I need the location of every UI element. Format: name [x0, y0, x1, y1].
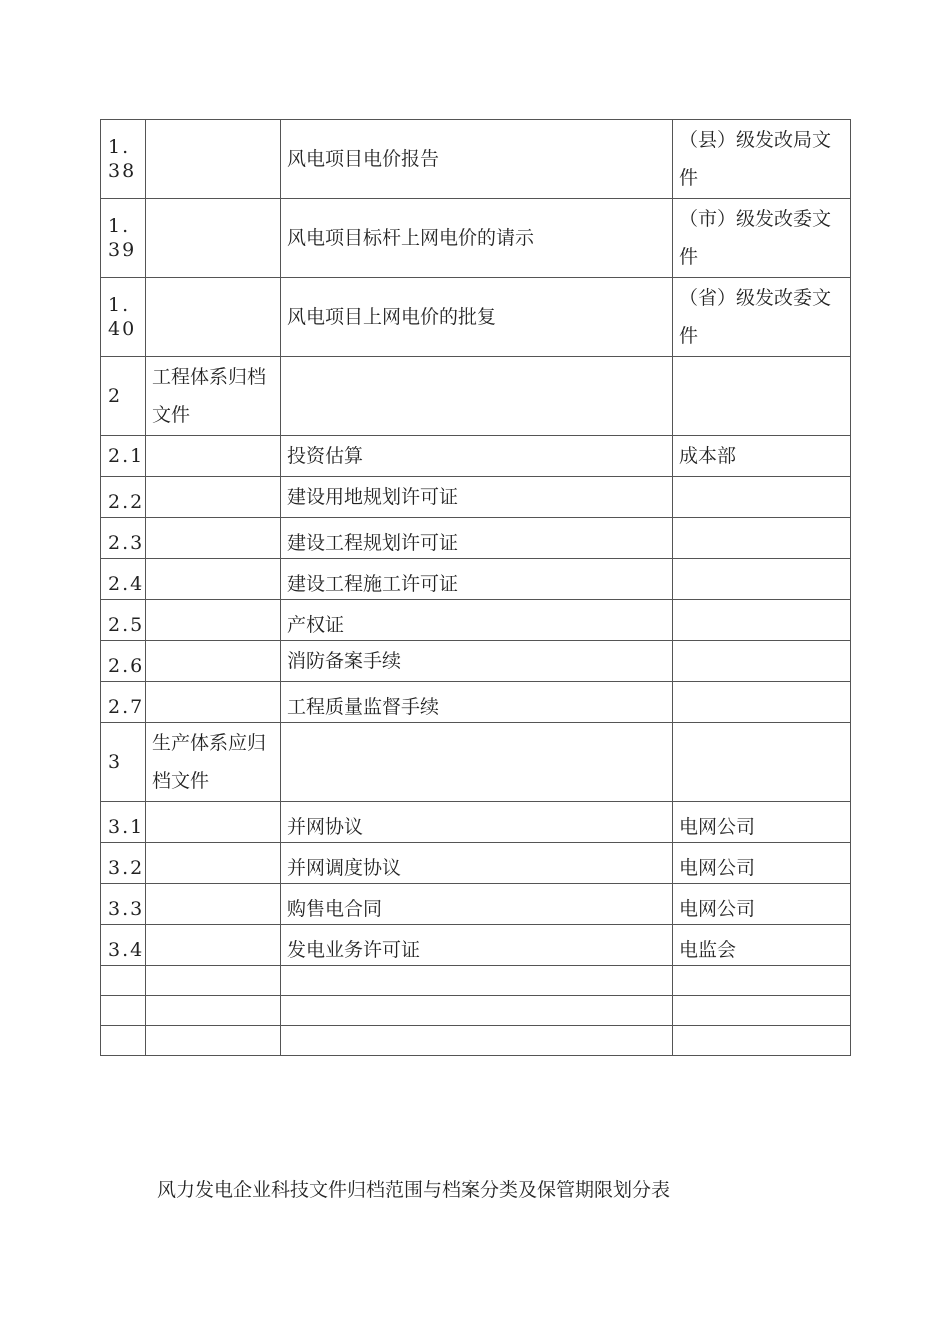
row-number: 3.4: [101, 925, 146, 966]
empty-cell: [146, 996, 281, 1026]
row-name: 风电项目电价报告: [281, 120, 673, 199]
row-category: [146, 884, 281, 925]
empty-cell: [673, 996, 851, 1026]
table-row: [101, 477, 851, 518]
table-row: [101, 278, 851, 357]
row-number: 3.3: [101, 884, 146, 925]
row-category: [146, 518, 281, 559]
row-category: [146, 477, 281, 518]
row-source: [673, 641, 851, 682]
table-row: [101, 600, 851, 641]
row-source: 电网公司: [673, 802, 851, 843]
row-source: （市）级发改委文件: [673, 199, 851, 278]
empty-row: [101, 966, 851, 996]
table-row: [101, 559, 851, 600]
row-number: 2: [101, 357, 146, 436]
row-category: 工程体系归档文件: [146, 357, 281, 436]
row-category: [146, 802, 281, 843]
row-name: 发电业务许可证: [281, 925, 673, 966]
empty-cell: [101, 996, 146, 1026]
table-row: [101, 357, 851, 436]
row-number: 1.38: [101, 120, 146, 199]
row-number: 1.40: [101, 278, 146, 357]
row-source: [673, 600, 851, 641]
row-name: 建设工程规划许可证: [281, 518, 673, 559]
row-name: 产权证: [281, 600, 673, 641]
table-row: [101, 518, 851, 559]
empty-row: [101, 996, 851, 1026]
row-source: （省）级发改委文件: [673, 278, 851, 357]
row-source: [673, 357, 851, 436]
table-row: [101, 925, 851, 966]
empty-cell: [673, 1026, 851, 1056]
row-number: 2.5: [101, 600, 146, 641]
row-category: 生产体系应归档文件: [146, 723, 281, 802]
row-name: 并网调度协议: [281, 843, 673, 884]
row-name: 消防备案手续: [281, 641, 673, 682]
row-number: 3.1: [101, 802, 146, 843]
row-number: 1.39: [101, 199, 146, 278]
table-row: [101, 199, 851, 278]
row-number: 2.4: [101, 559, 146, 600]
row-name: [281, 723, 673, 802]
empty-cell: [281, 966, 673, 996]
row-source: [673, 477, 851, 518]
row-category: [146, 843, 281, 884]
row-category: [146, 641, 281, 682]
row-source: [673, 518, 851, 559]
table-row: [101, 843, 851, 884]
table-row: [101, 884, 851, 925]
row-source: [673, 682, 851, 723]
empty-cell: [146, 966, 281, 996]
row-source: [673, 559, 851, 600]
empty-cell: [281, 1026, 673, 1056]
row-source: 电网公司: [673, 884, 851, 925]
row-name: 工程质量监督手续: [281, 682, 673, 723]
empty-row: [101, 1026, 851, 1056]
row-number: 2.6: [101, 641, 146, 682]
row-category: [146, 600, 281, 641]
row-category: [146, 278, 281, 357]
row-source: （县）级发改局文件: [673, 120, 851, 199]
empty-cell: [101, 1026, 146, 1056]
row-name: 风电项目上网电价的批复: [281, 278, 673, 357]
empty-cell: [281, 996, 673, 1026]
row-name: 建设用地规划许可证: [281, 477, 673, 518]
row-name: 建设工程施工许可证: [281, 559, 673, 600]
row-name: [281, 357, 673, 436]
archive-table: [100, 119, 851, 1056]
row-number: 2.3: [101, 518, 146, 559]
empty-cell: [101, 966, 146, 996]
table-row: [101, 641, 851, 682]
row-source: 电监会: [673, 925, 851, 966]
row-number: 3: [101, 723, 146, 802]
row-name: 并网协议: [281, 802, 673, 843]
empty-cell: [146, 1026, 281, 1056]
row-number: 3.2: [101, 843, 146, 884]
empty-cell: [673, 966, 851, 996]
row-number: 2.1: [101, 436, 146, 477]
table-row: [101, 120, 851, 199]
row-category: [146, 199, 281, 278]
row-category: [146, 120, 281, 199]
table-row: [101, 436, 851, 477]
row-number: 2.7: [101, 682, 146, 723]
table-row: [101, 723, 851, 802]
row-source: [673, 723, 851, 802]
row-category: [146, 682, 281, 723]
row-category: [146, 559, 281, 600]
row-source: 成本部: [673, 436, 851, 477]
row-name: 投资估算: [281, 436, 673, 477]
table-row: [101, 682, 851, 723]
table-caption: 风力发电企业科技文件归档范围与档案分类及保管期限划分表: [157, 1179, 671, 1201]
row-source: 电网公司: [673, 843, 851, 884]
row-name: 风电项目标杆上网电价的请示: [281, 199, 673, 278]
row-number: 2.2: [101, 477, 146, 518]
row-category: [146, 925, 281, 966]
row-name: 购售电合同: [281, 884, 673, 925]
row-category: [146, 436, 281, 477]
table-row: [101, 802, 851, 843]
